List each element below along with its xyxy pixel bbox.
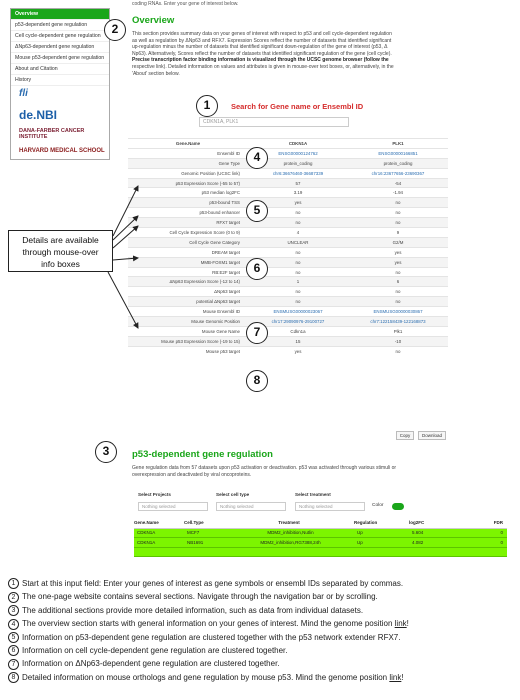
table-cell: 3.19 (248, 188, 348, 198)
table-cell: -10 (348, 336, 448, 346)
table-cell: MDM2_inhibition,RG7388,24h (224, 538, 354, 548)
row-label: ΔNp63 target (128, 287, 248, 297)
fli-logo: fli (19, 88, 28, 99)
p53-section-title: p53-dependent gene regulation (132, 449, 273, 460)
table-cell: no (248, 297, 348, 307)
select-treatment-dropdown[interactable]: Nothing selected (295, 502, 365, 511)
table-cell: CDKN1A (134, 538, 184, 548)
col-header[interactable]: Gene.Name (128, 139, 248, 149)
table-row[interactable] (134, 538, 507, 548)
table-cell: 1 (248, 277, 348, 287)
col-header[interactable]: Gene.Name (134, 518, 184, 528)
sidebar-item-p53[interactable]: p53-dependent gene regulation (11, 20, 109, 31)
table-cell: Cdkn1a (248, 326, 348, 336)
marker-7: 7 (246, 322, 268, 344)
legend-text: Information on cell cycle-dependent gene regulation are clustered together. (22, 646, 288, 656)
table-cell (354, 547, 409, 557)
table-cell: UNCLEAR (248, 237, 348, 247)
table-cell: no (348, 346, 448, 356)
dana-farber-logo: DANA-FARBER CANCER INSTITUTE (19, 128, 85, 140)
row-label: potential ΔNp63 target (128, 297, 248, 307)
table-cell: no (348, 208, 448, 218)
table-cell: Up (354, 528, 409, 538)
row-label: Gene Type (128, 158, 248, 168)
legend-number: 4 (8, 619, 19, 630)
overview-title: Overview (132, 15, 175, 26)
row-label: Ensembl ID (128, 148, 248, 158)
row-label: Mouse Genomic Position (128, 317, 248, 327)
row-label: Cell Cycle Expression Score (0 to 9) (128, 228, 248, 238)
col-header[interactable]: Treatment (224, 518, 354, 528)
legend-item (8, 657, 518, 670)
table-cell: 0 (464, 538, 507, 548)
row-label: p53 median log2FC (128, 188, 248, 198)
table-cell: 4 (248, 228, 348, 238)
legend-text: Detailed information on mouse orthologs and gene regulation by mouse p53. Mind the genome position (22, 672, 390, 682)
sidebar-item-dnp63[interactable]: ΔNp63-dependent gene regulation (11, 42, 109, 53)
legend-number: 3 (8, 605, 19, 616)
marker-8: 8 (246, 370, 268, 392)
copy-button[interactable]: Copy (396, 431, 414, 440)
p53-section-description: Gene regulation data from 57 datasets upon p53 activation or deactivation. p53 was activated through various stimuli or overexpression and deactivated by viral oncoproteins. (132, 465, 397, 478)
table-cell: protein_coding (348, 158, 448, 168)
row-label: MMB-FOXM1 target (128, 257, 248, 267)
harvard-logo: HARVARD MEDICAL SCHOOL (19, 148, 105, 154)
table-cell: no (348, 297, 448, 307)
sidebar-item-history[interactable]: History (11, 75, 109, 86)
legend-item (8, 590, 518, 603)
marker-1: 1 (196, 95, 218, 117)
color-toggle[interactable] (392, 503, 404, 510)
table-cell: protein_coding (248, 158, 348, 168)
col-header[interactable]: PLK1 (348, 139, 448, 149)
table-cell: 5.604 (409, 528, 464, 538)
col-header[interactable]: log2FC (409, 518, 464, 528)
table-row[interactable] (134, 547, 507, 557)
table-cell[interactable]: ENSG00000124762 (248, 148, 348, 158)
table-cell: MDM2_inhibition,Nutlin (224, 528, 354, 538)
row-label: Mouse p53 Expression Score (-19 to 15) (128, 336, 248, 346)
filter-label-cell-type: Select cell type (216, 492, 250, 497)
table-cell (409, 547, 464, 557)
legend-number: 2 (8, 592, 19, 603)
legend-item (8, 577, 518, 590)
table-cell (134, 547, 184, 557)
legend-number: 1 (8, 578, 19, 589)
table-cell: 9 (348, 228, 448, 238)
col-header[interactable]: CDKN1A (248, 139, 348, 149)
row-label: Genomic Position (UCSC link) (128, 168, 248, 178)
denbi-logo: de.NBI (19, 108, 58, 122)
search-label: Search for Gene name or Ensembl ID (231, 102, 364, 111)
table-cell: no (248, 208, 348, 218)
row-label: Mouse p53 target (128, 346, 248, 356)
table-cell: yes (248, 346, 348, 356)
marker-3: 3 (95, 441, 117, 463)
color-toggle-label: Color (372, 503, 384, 508)
table-cell: -1.94 (348, 188, 448, 198)
table-cell[interactable]: ENSMUSG00000030867 (348, 307, 448, 317)
table-cell[interactable]: ENSMUSG00000023067 (248, 307, 348, 317)
p53-regulation-table (134, 518, 507, 557)
table-cell: 57 (248, 178, 348, 188)
row-label: DREAM target (128, 247, 248, 257)
marker-2: 2 (104, 19, 126, 41)
row-label: Cell Cycle Gene Category (128, 237, 248, 247)
table-cell[interactable]: chr17:29090976-29100727 (248, 317, 348, 327)
table-cell: yes (348, 257, 448, 267)
table-cell (224, 547, 354, 557)
sidebar-item-cell-cycle[interactable]: Cell cycle-dependent gene regulation (11, 31, 109, 42)
legend-text: The one-page website contains several sections. Navigate through the navigation bar or by scrolling. (22, 592, 378, 602)
overview-description: This section provides summary data on your genes of interest with respect to p53 and cell cycle-dependent regulation as well as regulation by ΔNp63 and RFX7. Expression Scores reflect the number of datasets that identified significant up-regulation minus the number of datasets that identified significant down-regulation of the gene of interest (p53, Δ Np63). Alternatively, Scores reflect the number of datasets that identified significant regulation of the gene (cell cycle). Precise transcription factor binding information is visualized through the UCSC genome browser (follow the respective link). Detailed information on values and attributes is given in mouse-over text boxes, or, alternatively, in the 'About' section below. (132, 31, 394, 77)
table-cell: CDKN1A (134, 528, 184, 538)
legend-item: 4 The overview section starts with general information on your genes of interest. Mind the genome position link! (8, 617, 518, 630)
legend-link[interactable]: link (394, 619, 407, 629)
filter-label-projects: Select Projects (138, 492, 171, 497)
legend-item (8, 631, 518, 644)
row-label: RB:E2F target (128, 267, 248, 277)
mouse-over-callout: Details are available through mouse-over info boxes (8, 230, 113, 272)
sidebar-item-mouse-p53[interactable]: Mouse p53-dependent gene regulation (11, 53, 109, 64)
table-row[interactable] (134, 528, 507, 538)
table-cell: G2/M (348, 237, 448, 247)
table-cell: Up (354, 538, 409, 548)
marker-4: 4 (246, 147, 268, 169)
row-label: p53 Expression Score (-55 to 57) (128, 178, 248, 188)
table-cell[interactable]: chr7:122158439-122168873 (348, 317, 448, 327)
gene-search-input[interactable]: CDKN1A, PLK1 (199, 117, 349, 127)
table-cell: 0 (464, 528, 507, 538)
table-cell: no (348, 218, 448, 228)
table-cell: 15 (248, 336, 348, 346)
legend-number: 8 (8, 672, 19, 683)
table-cell[interactable]: chr6:36676460-36687339 (248, 168, 348, 178)
table-cell: no (248, 247, 348, 257)
col-header[interactable]: Regulation (354, 518, 409, 528)
table-cell: no (348, 198, 448, 208)
legend-item (8, 604, 518, 617)
row-label: p53-bound TSS (128, 198, 248, 208)
legend-link[interactable]: link (389, 672, 402, 682)
table-cell: yes (348, 247, 448, 257)
legend-item (8, 644, 518, 657)
table-cell: 4.082 (409, 538, 464, 548)
table-cell (464, 547, 507, 557)
select-cell-type-dropdown[interactable]: Nothing selected (216, 502, 286, 511)
legend-text: The overview section starts with general information on your genes of interest. Mind the genome position (22, 619, 395, 629)
filter-label-treatment: Select treatment (295, 492, 331, 497)
table-cell: no (348, 287, 448, 297)
table-cell[interactable]: chr16:23677656-23690367 (348, 168, 448, 178)
row-label: p53-bound enhancer (128, 208, 248, 218)
table-cell: MCF7 (184, 528, 224, 538)
table-cell: 6 (348, 277, 448, 287)
table-cell: no (248, 257, 348, 267)
legend-number: 5 (8, 632, 19, 643)
row-label: Mouse Gene Name (128, 326, 248, 336)
table-cell: -54 (348, 178, 448, 188)
table-cell: no (248, 218, 348, 228)
legend-item: 8 Detailed information on mouse orthologs and gene regulation by mouse p53. Mind the genome position link! (8, 671, 518, 684)
p53-table-header (134, 518, 507, 528)
table-cell[interactable]: ENSG00000166851 (348, 148, 448, 158)
table-cell: no (248, 287, 348, 297)
legend-text: Start at this input field: Enter your genes of interest as gene symbols or ensembl IDs separated by commas. (22, 579, 404, 588)
col-header[interactable]: FDR (464, 518, 507, 528)
figure-legend (8, 577, 518, 684)
legend-number: 7 (8, 659, 19, 670)
col-header[interactable]: Cell.Type (184, 518, 224, 528)
select-projects-dropdown[interactable]: Nothing selected (138, 502, 208, 511)
legend-text: The additional sections provide more detailed information, such as data from individual datasets. (22, 605, 364, 615)
download-button[interactable]: Download (418, 431, 446, 440)
legend-number: 6 (8, 645, 19, 656)
table-cell (184, 547, 224, 557)
table-cell: no (248, 267, 348, 277)
top-intro-text: coding RNAs. Enter your gene of interest below. (132, 1, 239, 7)
sidebar-item-overview[interactable]: Overview (11, 9, 109, 20)
row-label: RFX7 target (128, 218, 248, 228)
row-label: ΔNp63 Expression Score (-12 to 14) (128, 277, 248, 287)
marker-5: 5 (246, 200, 268, 222)
legend-text: Information on p53-dependent gene regulation are clustered together with the p53 network extender RFX7. (22, 632, 401, 642)
table-cell: yes (248, 198, 348, 208)
marker-6: 6 (246, 258, 268, 280)
sidebar-item-about[interactable]: About and Citation (11, 64, 109, 75)
table-cell: Plk1 (348, 326, 448, 336)
row-label: Mouse Ensembl ID (128, 307, 248, 317)
legend-text: Information on ΔNp63-dependent gene regulation are clustered together. (22, 659, 280, 669)
table-cell: NB1691 (184, 538, 224, 548)
table-cell: no (348, 267, 448, 277)
